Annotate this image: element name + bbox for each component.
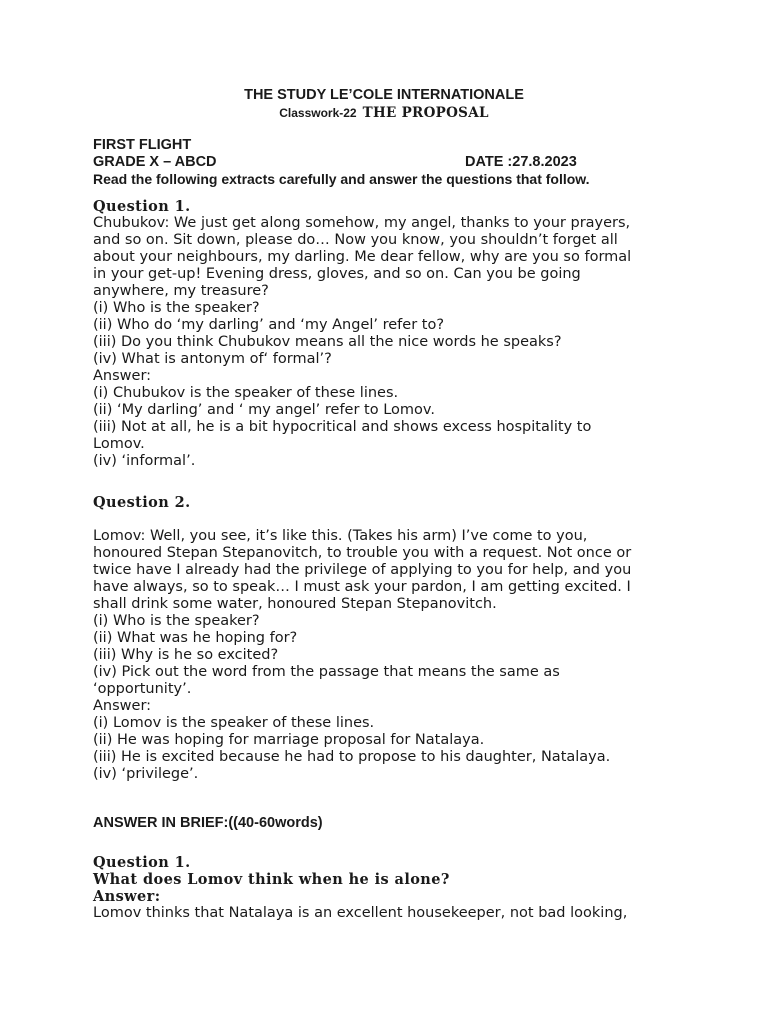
sub-question: (iii) Do you think Chubukov means all the nice words he speaks? — [93, 334, 562, 350]
school-name: THE STUDY LE’COLE INTERNATIONALE — [244, 87, 524, 103]
sub-question: (iv) Pick out the word from the passage that means the same as — [93, 664, 560, 680]
answer-line: Lomov. — [93, 436, 145, 452]
sub-question: (iv) What is antonym of‘ formal’? — [93, 351, 332, 367]
question-text: What does Lomov think when he is alone? — [93, 871, 450, 888]
answer-line: (i) Lomov is the speaker of these lines. — [93, 715, 375, 731]
document-title: THE PROPOSAL — [362, 105, 489, 121]
answer-line: (i) Chubukov is the speaker of these lines. — [93, 385, 399, 401]
question-2-block — [93, 494, 683, 783]
section-heading-brief: ANSWER IN BRIEF:((40-60words) — [93, 815, 323, 831]
book-name: FIRST FLIGHT — [93, 137, 192, 153]
sub-question: (ii) Who do ‘my darling’ and ‘my Angel’ refer to? — [93, 317, 445, 333]
sub-question: (i) Who is the speaker? — [93, 613, 260, 629]
sub-question: (ii) What was he hoping for? — [93, 630, 298, 646]
classwork-label: Classwork-22 — [279, 106, 357, 120]
answer-line: (ii) ‘My darling’ and ‘ my angel’ refer to Lomov. — [93, 402, 435, 418]
question-1-block — [93, 198, 683, 470]
sub-question: (i) Who is the speaker? — [93, 300, 260, 316]
question-heading: Question 1. — [93, 854, 191, 871]
answer-line: (ii) He was hoping for marriage proposal for Natalaya. — [93, 732, 485, 748]
answer-label: Answer: — [93, 368, 152, 384]
date-label: DATE :27.8.2023 — [465, 154, 577, 170]
brief-question-1-block — [93, 854, 683, 922]
answer-line: (iii) He is excited because he had to propose to his daughter, Natalaya. — [93, 749, 611, 765]
answer-label: Answer: — [93, 888, 161, 905]
answer-label: Answer: — [93, 698, 152, 714]
subtitle-row — [0, 104, 768, 122]
passage-line: Lomov: Well, you see, it’s like this. (Takes his arm) I’ve come to you, — [93, 528, 588, 544]
answer-line: Lomov thinks that Natalaya is an excellent housekeeper, not bad looking, — [93, 905, 628, 921]
question-heading: Question 1. — [93, 198, 191, 215]
question-heading: Question 2. — [93, 494, 191, 511]
passage-line: honoured Stepan Stepanovitch, to trouble you with a request. Not once or — [93, 545, 632, 561]
passage-line: in your get-up! Evening dress, gloves, and so on. Can you be going — [93, 266, 581, 282]
passage-line: about your neighbours, my darling. Me dear fellow, why are you so formal — [93, 249, 632, 265]
grade-label: GRADE X – ABCD — [93, 154, 217, 170]
answer-line: (iii) Not at all, he is a bit hypocritical and shows excess hospitality to — [93, 419, 592, 435]
sub-question: ‘opportunity’. — [93, 681, 192, 697]
grade-row — [93, 154, 613, 170]
passage-line: anywhere, my treasure? — [93, 283, 269, 299]
instructions: Read the following extracts carefully and answer the questions that follow. — [93, 171, 590, 187]
answer-line: (iv) ‘informal’. — [93, 453, 196, 469]
passage-line: Chubukov: We just get along somehow, my angel, thanks to your prayers, — [93, 215, 631, 231]
passage-line: and so on. Sit down, please do… Now you know, you shouldn’t forget all — [93, 232, 618, 248]
passage-line: twice have I already had the privilege of applying to you for help, and you — [93, 562, 632, 578]
passage-line: have always, so to speak… I must ask your pardon, I am getting excited. I — [93, 579, 631, 595]
answer-line: (iv) ‘privilege’. — [93, 766, 199, 782]
sub-question: (iii) Why is he so excited? — [93, 647, 279, 663]
passage-line: shall drink some water, honoured Stepan Stepanovitch. — [93, 596, 497, 612]
